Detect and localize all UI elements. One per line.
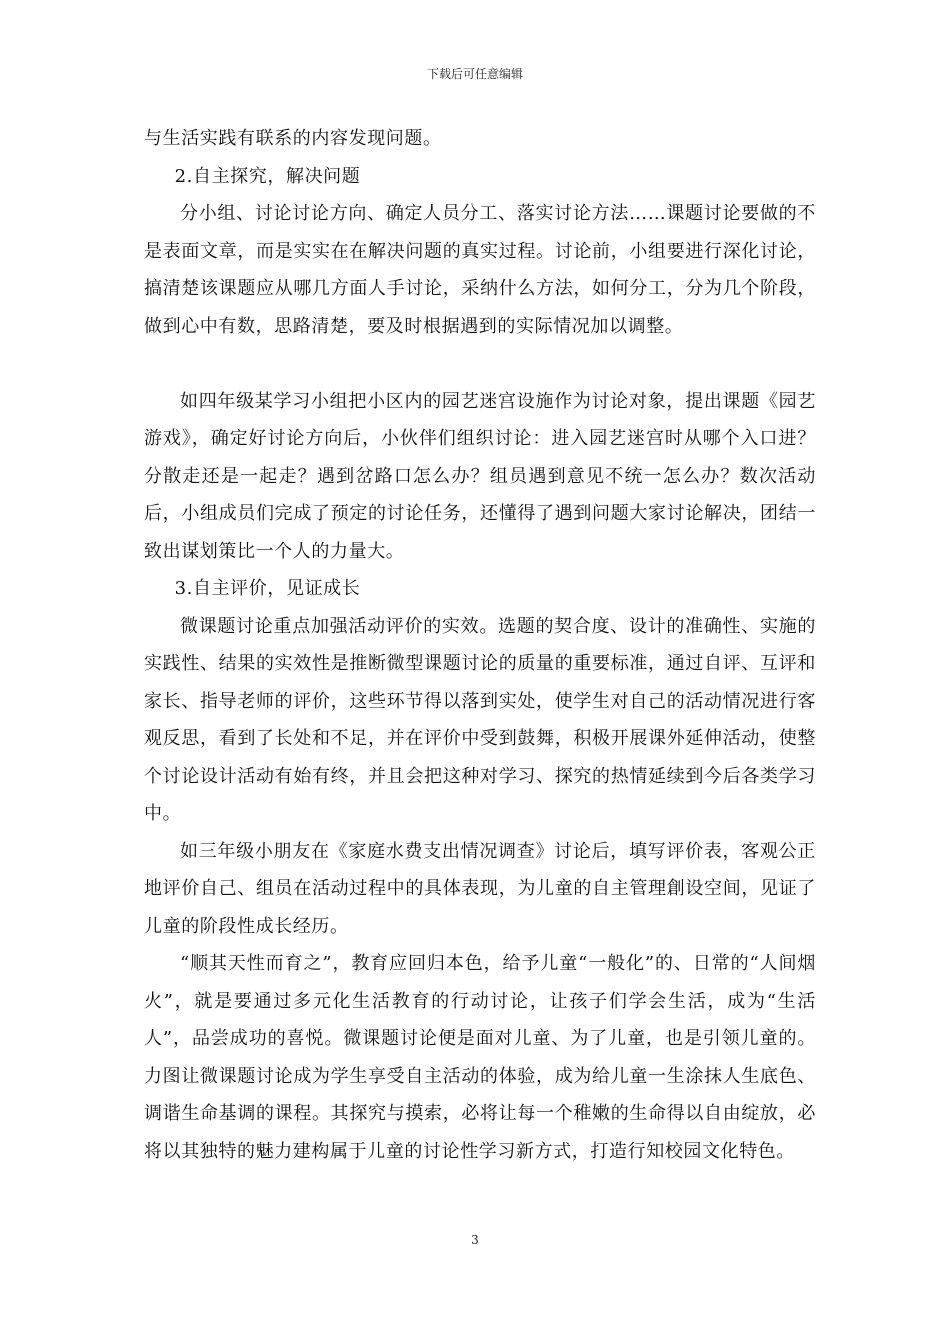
page-number: 3 <box>471 1233 479 1247</box>
paragraph-conclusion: “顺其天性而育之”，教育应回归本色，给予儿童“一般化”的、日常的“人间烟火”，就是要通过多元化生活教育的行动讨论，让孩子们学会生活，成为“生活人”，品尝成功的喜悦。微课题讨论便是面对儿童、为了儿童，也是引领儿童的。力图让微课题讨论成为学生享受自主活动的体验，成为给儿童一生涂抹人生底色、调谐生命基调的课程。其探究与摸索，必将让每一个稚嫩的生命得以自由绽放，必将以其独特的魅力建构属于儿童的讨论性学习新方式，打造行知校园文化特色。 <box>144 953 816 1162</box>
section-heading-3: 3.自主评价，见证成长 <box>174 578 361 599</box>
document-body <box>144 120 816 1170</box>
paragraph-evaluation: 微课题讨论重点加强活动评价的实效。选题的契合度、设计的准确性、实施的实践性、结果的实效性是推断微型课题讨论的质量的重要标准，通过自评、互评和家长、指导老师的评价，这些环节得以落到实处，使学生对自己的活动情况进行客观反思，看到了长处和不足，并在评价中受到鼓舞，积极开展课外延伸活动，使整个讨论设计活动有始有终，并且会把这种对学习、探究的热情延续到今后各类学习中。 <box>144 615 816 824</box>
paragraph-continuation: 与生活实践有联系的内容发现问题。 <box>144 128 442 149</box>
paragraph-garden-maze-example: 如四年级某学习小组把小区内的园艺迷宫设施作为讨论对象，提出课题《园艺游戏》，确定好讨论方向后，小伙伴们组织讨论：进入园艺迷宫时从哪个入口进？分散走还是一起走？遇到岔路口怎么办？组员遇到意见不统一怎么办？数次活动后，小组成员们完成了预定的讨论任务，还懂得了遇到问题大家讨论解决，团结一致出谋划策比一个人的力量大。 <box>144 390 816 562</box>
paragraph-group-inquiry: 分小组、讨论讨论方向、确定人员分工、落实讨论方法……课题讨论要做的不是表面文章，而是实实在在解决问题的真实过程。讨论前，小组要进行深化讨论，搞清楚该课题应从哪几方面人手讨论，采纳什么方法，如何分工，分为几个阶段，做到心中有数，思路清楚，要及时根据遇到的实际情况加以调整。 <box>144 203 816 337</box>
page-header: 下载后可任意编辑 <box>426 67 523 81</box>
paragraph-water-bill-example: 如三年级小朋友在《家庭水费支出情况调查》讨论后，填写评价表，客观公正地评价自己、组员在活动过程中的具体表现，为儿童的自主管理創设空间，见证了儿童的阶段性成长经历。 <box>144 840 816 937</box>
section-heading-2: 2.自主探究，解决问题 <box>174 165 361 187</box>
